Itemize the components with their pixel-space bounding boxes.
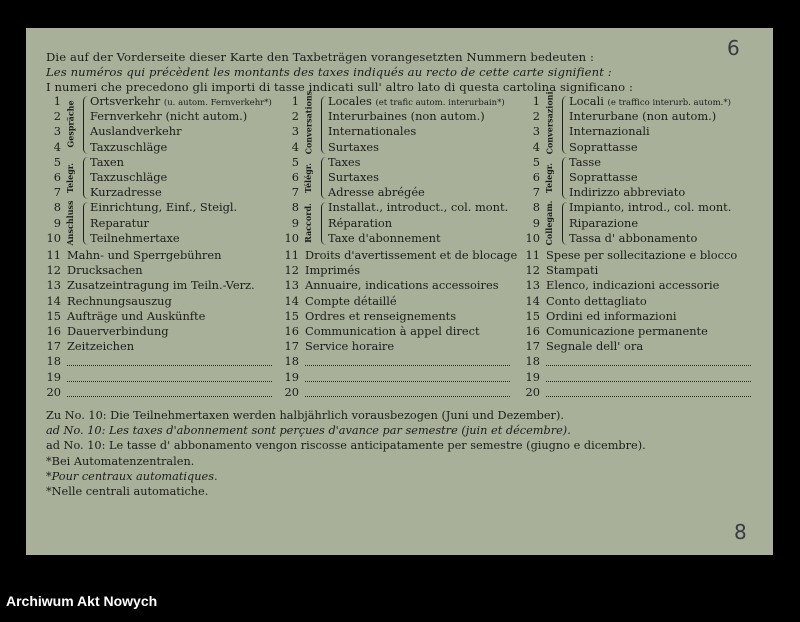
postcard [26,28,773,555]
item-label [328,200,508,214]
item-label [328,109,485,123]
item-text: Tassa d' abbonamento [569,230,698,245]
item-label [569,170,638,184]
item-text: Riparazione [569,215,639,230]
item-text: Communication à appel direct [305,324,480,338]
item-text: Teilnehmertaxe [90,230,180,245]
item-number: 12 [284,263,299,278]
item-number: 20 [525,384,540,399]
item-number: 11 [525,248,540,262]
item-number: 7 [532,185,540,200]
header-german: Die auf der Vorderseite dieser Karte den Taxbeträgen vorangesetzten Nummern bedeuten : [46,50,595,64]
item-number: 8 [532,200,540,215]
item-text: Comunicazione permanente [546,324,708,338]
item-text: Spese per sollecitazione e blocco [546,248,738,262]
item-number: 17 [46,339,61,354]
group-label: Gespräche [64,100,75,148]
archive-label: Archiwum Akt Nowych [6,593,158,609]
item-text: Soprattasse [569,170,638,184]
item-label [569,109,716,123]
item-text: Compte détaillé [305,293,397,308]
item-text: Service horaire [305,339,395,354]
item-number: 1 [532,94,540,108]
item-text: Taxzuschläge [90,170,168,184]
item-number: 5 [291,154,299,169]
item-text: Impianto, introd., col. mont. [569,200,732,215]
item-note: (et trafic autom. interurbain*) [375,98,505,108]
item-text: Reparatur [90,215,149,230]
group-label: Telegr. [543,162,554,193]
item-number: 17 [284,339,299,354]
item-number: 19 [525,369,540,384]
item-number: 15 [525,308,540,323]
blank-entry-line [67,396,272,397]
item-label [90,170,167,184]
item-number: 16 [284,324,299,338]
group-brace [83,202,88,245]
item-label [569,185,685,199]
item-text: Auslandverkehr [90,124,182,139]
handwritten-page-number: 6 [727,36,740,60]
item-number: 18 [284,354,299,369]
item-text: Surtaxes [328,170,379,184]
item-text: Locales [328,94,372,108]
item-number: 16 [46,324,61,338]
item-text: Soprattasse [569,139,638,154]
blank-entry-line [546,381,751,382]
item-text: Internazionali [569,124,650,139]
header-french: Les numéros qui précèdent les montants des taxes indiqués au recto de cette carte signifient : [46,65,612,79]
item-number: 3 [532,124,540,139]
item-number: 12 [525,263,540,278]
item-text: Ortsverkehr [90,94,161,108]
item-label [90,109,247,123]
item-label [90,124,182,138]
group-brace [83,157,88,200]
item-number: 10 [46,230,61,245]
item-number: 9 [532,215,540,230]
item-number: 13 [525,278,540,293]
group-label: Télégr. [302,162,313,193]
handwritten-sheet-number: 8 [734,520,747,544]
item-number: 18 [525,354,540,369]
footnote-line: ad No. 10: Les taxes d'abonnement sont perçues d'avance par semestre (juin et décembre). [46,424,571,438]
item-number: 13 [284,278,299,293]
item-label [328,170,379,184]
item-number: 11 [46,248,61,262]
item-number: 5 [53,154,61,169]
item-label [90,185,162,199]
item-number: 19 [284,369,299,384]
item-number: 2 [291,109,299,124]
item-text: Interurbane (non autom.) [569,109,717,124]
item-label [569,231,697,245]
item-label [569,216,638,230]
item-number: 4 [291,139,299,154]
item-text: Zusatzeintragung im Teiln.-Verz. [67,278,255,293]
item-number: 11 [284,248,299,262]
group-brace [562,157,567,200]
item-number: 3 [53,124,61,139]
item-text: Elenco, indicazioni accessorie [546,278,720,293]
item-text: Segnale dell' ora [546,339,644,354]
item-label [328,216,392,230]
item-label [569,200,731,214]
item-label [328,124,416,138]
group-label: Anschluss [64,200,75,246]
item-number: 6 [53,170,61,184]
item-label [90,216,149,230]
item-label [328,231,441,245]
item-number: 3 [291,124,299,139]
item-number: 10 [284,230,299,245]
item-text: Droits d'avertissement et de blocage [305,248,518,262]
item-text: Locali [569,94,604,108]
item-text: Fernverkehr (nicht autom.) [90,109,248,124]
item-number: 5 [532,154,540,169]
footnote-line: *Nelle centrali automatiche. [46,485,209,498]
item-number: 2 [53,109,61,124]
item-text: Interurbaines (non autom.) [328,109,485,124]
item-text: Conto dettagliato [546,293,647,308]
item-text: Surtaxes [328,139,379,154]
group-label: Conversations [302,91,313,155]
group-label: Telegr. [64,162,75,193]
blank-entry-line [305,396,510,397]
group-brace [321,157,326,200]
item-number: 16 [525,324,540,338]
item-note: (e traffico interurb. autom.*) [607,98,731,108]
item-number: 9 [291,215,299,230]
item-label [90,94,272,108]
item-number: 17 [525,339,540,354]
item-number: 8 [53,200,61,215]
blank-entry-line [67,365,272,366]
item-text: Installat., introduct., col. mont. [328,200,509,215]
item-text: Ordres et renseignements [305,308,457,323]
item-text: Ordini ed informazioni [546,308,677,323]
item-text: Einrichtung, Einf., Steigl. [90,200,238,215]
item-number: 1 [53,94,61,108]
item-label [90,200,237,214]
item-text: Indirizzo abbreviato [569,185,686,200]
item-number: 8 [291,200,299,215]
blank-entry-line [67,381,272,382]
group-label: Raccord. [302,203,313,244]
item-label [569,94,731,108]
item-number: 7 [291,185,299,200]
blank-entry-line [546,365,751,366]
item-number: 19 [46,369,61,384]
item-number: 14 [46,293,61,308]
blank-entry-line [546,396,751,397]
item-label [569,155,601,169]
item-number: 20 [284,384,299,399]
item-number: 15 [46,308,61,323]
item-text: Aufträge und Auskünfte [67,308,206,323]
item-text: Réparation [328,215,393,230]
group-brace [562,96,567,154]
item-text: Imprimés [305,263,361,278]
item-text: Taxes [328,154,361,169]
item-number: 15 [284,308,299,323]
item-text: Internationales [328,124,417,139]
group-brace [321,96,326,154]
footnote-line: *Bei Automatenzentralen. [46,454,195,468]
item-number: 10 [525,230,540,245]
item-text: Annuaire, indications accessoires [305,278,499,293]
group-label: Collegam. [543,200,554,246]
item-number: 6 [291,170,299,184]
item-label [569,124,650,138]
item-number: 4 [532,139,540,154]
item-number: 12 [46,263,61,278]
group-brace [562,202,567,245]
item-text: Mahn- und Sperrgebühren [67,248,222,262]
item-label [90,155,124,169]
item-number: 9 [53,215,61,230]
item-number: 1 [291,94,299,108]
item-number: 4 [53,139,61,154]
header-italian: I numeri che precedono gli importi di tasse indicati sull' altro lato di questa cartolina significano : [46,80,633,94]
item-label [90,231,180,245]
blank-entry-line [305,381,510,382]
item-text: Drucksachen [67,263,143,278]
item-number: 6 [532,170,540,184]
item-label [328,140,379,154]
item-text: Taxe d'abonnement [328,230,441,245]
footnote-line: Zu No. 10: Die Teilnehmertaxen werden halbjährlich vorausbezogen (Juni und Dezember). [46,409,564,422]
item-text: Kurzadresse [90,185,162,200]
item-text: Rechnungsauszug [67,293,172,308]
item-number: 13 [46,278,61,293]
item-label [569,140,638,154]
item-number: 14 [525,293,540,308]
item-text: Zeitzeichen [67,339,135,354]
item-number: 2 [532,109,540,124]
item-text: Taxzuschläge [90,139,168,154]
item-label [328,155,361,169]
item-number: 18 [46,354,61,369]
footnote-line: *Pour centraux automatiques. [46,469,218,483]
item-text: Dauerverbindung [67,324,169,338]
item-label [328,185,425,199]
item-number: 7 [53,185,61,200]
item-label [90,140,167,154]
item-text: Taxen [90,154,125,169]
item-text: Tasse [569,154,601,169]
footnote-line: ad No. 10: Le tasse d' abbonamento vengon riscosse anticipatamente per semestre (giugno e dicembre). [46,439,646,453]
item-number: 20 [46,384,61,399]
group-brace [321,202,326,245]
group-label: Conversazioni [543,91,554,155]
item-text: Stampati [546,263,599,278]
group-brace [83,96,88,154]
item-label [328,94,505,108]
item-note: (u. autom. Fernverkehr*) [163,98,272,108]
item-number: 14 [284,293,299,308]
item-text: Adresse abrégée [328,185,425,200]
blank-entry-line [305,365,510,366]
